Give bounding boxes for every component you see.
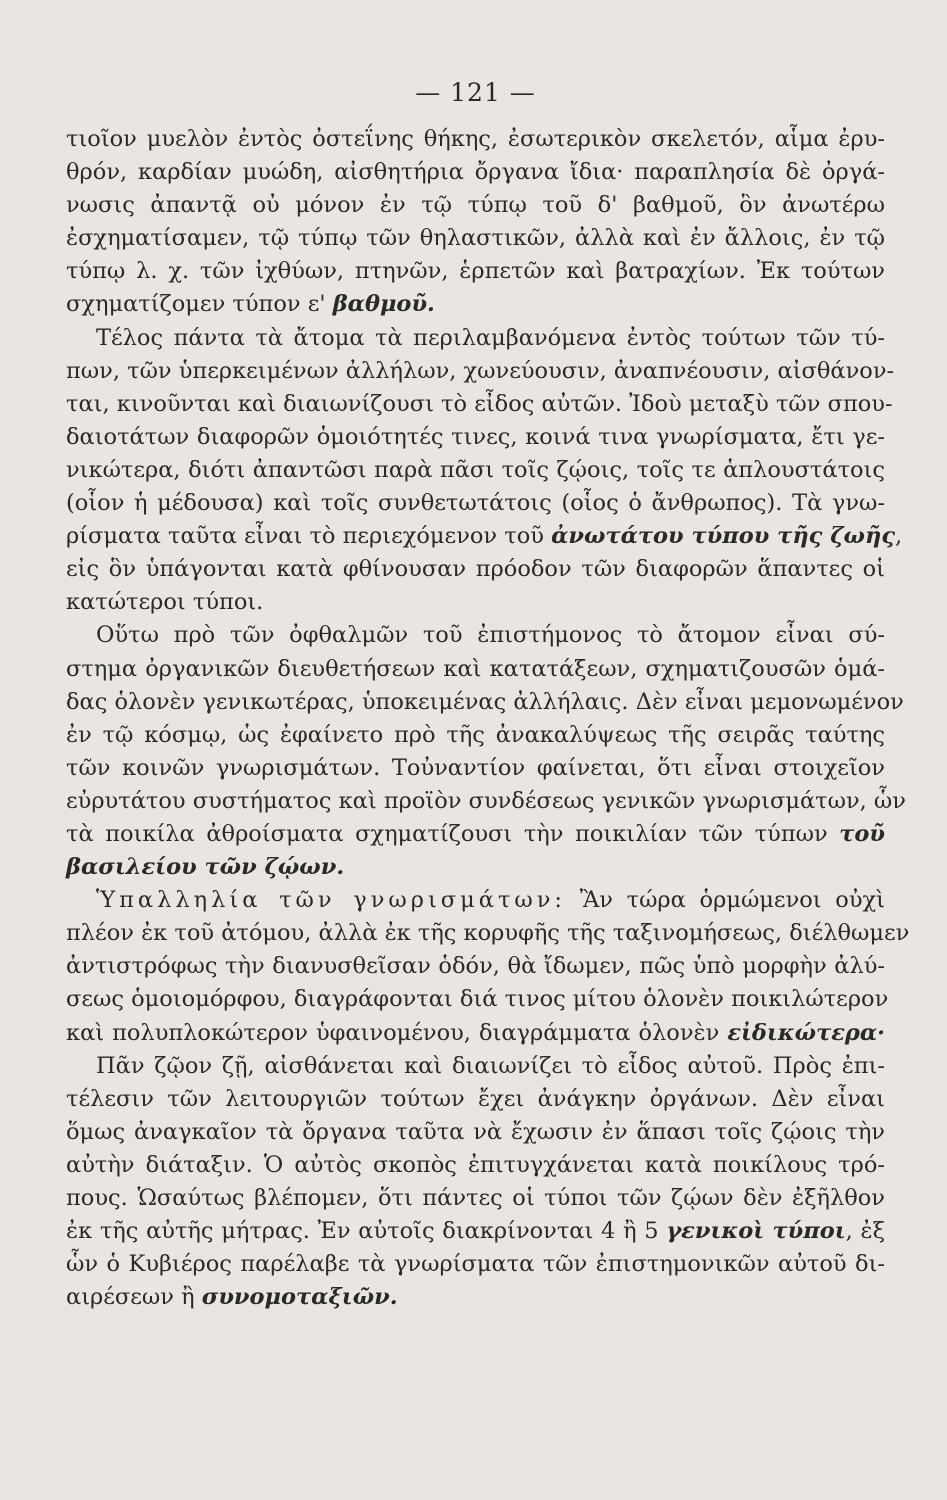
line-text: πους. Ὡσαύτως βλέπομεν, ὅτι πάντες οἱ τύποι τῶν ζῴων δὲν ἐξῆλθον	[66, 1185, 885, 1211]
line-text: Πᾶν ζῷον ζῇ, αἰσθάνεται καὶ διαιωνίζει τὸ εἶδος αὐτοῦ. Πρὸς ἐπι-	[96, 1052, 885, 1079]
line-text: δαιοτάτων διαφορῶν ὁμοιότητές τινες, κοινά τινα γνωρίσματα, ἔτι γε-	[66, 423, 885, 450]
line-text: νικώτερα, διότι ἀπαντῶσι παρὰ πᾶσι τοῖς ζῴοις, τοῖς τε ἁπλουστάτοις	[66, 456, 885, 483]
text-line	[66, 355, 895, 388]
text-line	[66, 1149, 885, 1182]
line-text: Τέλος πάντα τὰ ἄτομα τὰ περιλαμβανόμενα ἐντὸς τούτων τῶν τύ-	[96, 324, 885, 351]
line-text: θρόν, καρδίαν μυώδη, αἰσθητήρια ὄργανα ἴδια· παραπλησία δὲ ὀργά-	[66, 159, 885, 186]
text-line	[66, 752, 885, 785]
line-text: ὧν ὁ Κυβιέρος παρέλαβε τὰ γνωρίσματα τῶν ἐπιστημονικῶν αὐτοῦ δι-	[66, 1251, 885, 1278]
line-text-end: ,	[895, 523, 903, 550]
text-line	[66, 686, 904, 719]
line-text: δας ὁλονὲν γενικωτέρας, ὑποκειμένας ἀλλήλαις. Δὲν εἶναι μεμονωμένον	[66, 688, 904, 715]
text-line	[66, 123, 885, 156]
line-text: τιοῖον μυελὸν ἐντὸς ὀστεΐνης θήκης, ἐσωτερικὸν σκελετόν, αἷμα ἐρυ-	[66, 126, 885, 152]
spaced-heading: Ὑπαλληλία τῶν γνωρισμάτων:	[96, 887, 567, 914]
line-text: καὶ πολυπλοκώτερον ὑφαινομένου, διαγράμματα ὁλονὲν	[66, 1019, 720, 1046]
line-text: τύπῳ λ. χ. τῶν ἰχθύων, πτηνῶν, ἑρπετῶν καὶ βατραχίων. Ἐκ τούτων	[66, 258, 885, 285]
text-line	[66, 454, 885, 487]
text-line	[66, 851, 885, 884]
text-line	[66, 189, 885, 222]
emphasized-text: συνομοταξιῶν.	[201, 1284, 398, 1311]
emphasized-text: εἰδικώτερα·	[727, 1019, 886, 1046]
line-text: στημα ὀργανικῶν διευθετήσεων καὶ κατατάξεων, σχηματιζουσῶν ὁμά-	[66, 655, 885, 682]
text-line	[66, 1017, 885, 1050]
text-line	[66, 322, 885, 355]
text-line	[66, 884, 885, 917]
line-text: τῶν κοινῶν γνωρισμάτων. Τοὐναντίον φαίνεται, ὅτι εἶναι στοιχεῖον	[66, 754, 885, 781]
emphasized-text: ἀνωτάτου τύπου τῆς ζωῆς	[551, 523, 896, 550]
text-line	[66, 818, 885, 851]
line-text: (οἷον ἡ μέδουσα) καὶ τοῖς συνθετωτάτοις (οἷος ὁ ἄνθρωπος). Τὰ γνω-	[66, 490, 885, 517]
text-line	[66, 156, 885, 189]
text-line	[66, 222, 885, 255]
text-line	[66, 553, 885, 586]
text-line	[66, 1182, 885, 1215]
line-text: Οὕτω πρὸ τῶν ὀφθαλμῶν τοῦ ἐπιστήμονος τὸ ἄτομον εἶναι σύ-	[96, 622, 885, 649]
text-line	[66, 288, 885, 321]
line-text-end: , ἐξ	[845, 1218, 885, 1245]
line-text: αὐτὴν διάταξιν. Ὁ αὐτὸς σκοπὸς ἐπιτυγχάνεται κατὰ ποικίλους τρό-	[66, 1151, 885, 1178]
emphasized-text: τοῦ	[839, 820, 886, 847]
emphasized-text: βαθμοῦ.	[332, 291, 435, 318]
line-text: ἐσχηματίσαμεν, τῷ τύπῳ τῶν θηλαστικῶν, ἀλλὰ καὶ ἐν ἄλλοις, ἐν τῷ	[66, 225, 885, 252]
line-text: Ἂν τώρα ὁρμώμενοι οὐχὶ	[566, 887, 885, 914]
text-line	[66, 520, 903, 553]
line-text: ρίσματα ταῦτα εἶναι τὸ περιεχόμενον τοῦ	[66, 523, 544, 550]
line-text: ἐν τῷ κόσμῳ, ὡς ἐφαίνετο πρὸ τῆς ἀνακαλύψεως τῆς σειρᾶς ταύτης	[66, 721, 885, 748]
text-line	[66, 388, 893, 421]
emphasized-text: γενικοὶ τύποι	[666, 1218, 846, 1245]
text-line	[66, 255, 885, 288]
line-text: αιρέσεων ἢ	[66, 1284, 195, 1311]
line-text: ὅμως ἀναγκαῖον τὰ ὄργανα ταῦτα νὰ ἔχωσιν ἐν ἅπασι τοῖς ζῴοις τὴν	[66, 1118, 885, 1145]
line-text: πλέον ἐκ τοῦ ἀτόμου, ἀλλὰ ἐκ τῆς κορυφῆς τῆς ταξινομήσεως, διέλθωμεν	[66, 920, 910, 947]
line-text: πων, τῶν ὑπερκειμένων ἀλλήλων, χωνεύουσιν, ἀναπνέουσιν, αἰσθάνον-	[66, 357, 895, 384]
line-text: ἐκ τῆς αὐτῆς μήτρας. Ἐν αὐτοῖς διακρίνονται 4 ἢ 5	[66, 1218, 659, 1245]
text-line	[66, 785, 906, 818]
line-text: σχηματίζομεν τύπον ε'	[66, 291, 326, 318]
text-line	[66, 1281, 885, 1314]
line-text: κατώτεροι τύποι.	[66, 589, 264, 616]
body-text	[66, 123, 910, 1314]
text-line	[66, 619, 885, 652]
text-line	[66, 719, 885, 752]
emphasized-text: βασιλείου τῶν ζῴων.	[66, 854, 345, 881]
line-text: εὐρυτάτου συστήματος καὶ προϊὸν συνδέσεως γενικῶν γνωρισμάτων, ὧν	[66, 787, 906, 814]
line-text: τὰ ποικίλα ἀθροίσματα σχηματίζουσι τὴν ποικιλίαν τῶν τύπων	[66, 820, 828, 847]
text-line	[66, 1050, 885, 1083]
text-line	[66, 950, 885, 983]
line-text: ται, κινοῦνται καὶ διαιωνίζουσι τὸ εἶδος αὐτῶν. Ἰδοὺ μεταξὺ τῶν σπου-	[66, 390, 893, 417]
line-text: νωσις ἀπαντᾷ οὐ μόνον ἐν τῷ τύπῳ τοῦ δ' βαθμοῦ, ὃν ἀνωτέρω	[66, 192, 885, 219]
text-line	[66, 421, 885, 454]
text-line	[66, 1116, 885, 1149]
text-line	[66, 1083, 885, 1116]
line-text: σεως ὁμοιομόρφου, διαγράφονται διά τινος μίτου ὁλονὲν ποικιλώτερον	[66, 986, 889, 1013]
text-line	[66, 917, 910, 950]
text-line	[66, 586, 885, 619]
text-line	[66, 1248, 885, 1281]
line-text: ἀντιστρόφως τὴν διανυσθεῖσαν ὁδόν, θὰ ἴδωμεν, πῶς ὑπὸ μορφὴν ἀλύ-	[66, 953, 885, 980]
text-line	[66, 653, 885, 686]
text-line	[66, 983, 889, 1016]
text-line	[66, 487, 885, 520]
line-text: εἰς ὃν ὑπάγονται κατὰ φθίνουσαν πρόοδον τῶν διαφορῶν ἅπαντες οἱ	[66, 556, 885, 583]
text-line	[66, 1215, 885, 1248]
page-number: — 121 —	[415, 78, 536, 107]
line-text: τέλεσιν τῶν λειτουργιῶν τούτων ἔχει ἀνάγκην ὀργάνων. Δὲν εἶναι	[66, 1085, 885, 1112]
